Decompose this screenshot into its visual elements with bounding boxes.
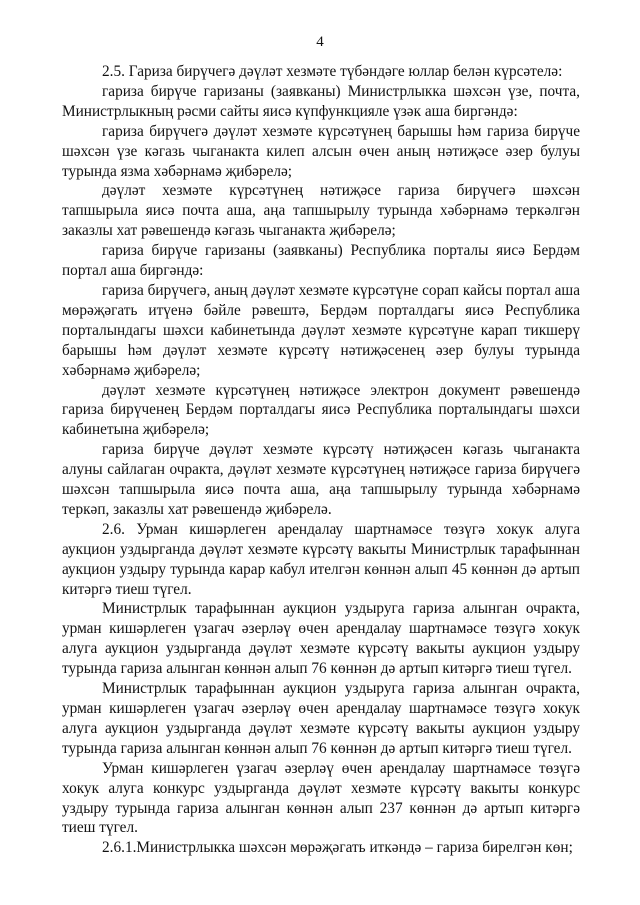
- paragraph-portal-submission: гариза бирүче гаризаны (заявканы) Республика порталы яисә Бердәм портал аша биргәндә:: [62, 242, 580, 280]
- paragraph-paper-result-option: гариза бирүче дәүләт хезмәте күрсәтү нәтиҗәсен кәгазь чыганакта алуны сайлаган очракта, дәүләт хезмәте күрсәтүнең нәтиҗәсе гариза бирүчегә шәхсән тапшырыла яисә почта аша, аңа тапшырылу турында хәбәрнамә теркәп, заказлы хат рәвешендә җибәрелә.: [62, 441, 580, 518]
- paragraph-auction-application-term-1: Министрлык тарафыннан аукцион уздыруга гариза алынган очракта, урман кишәрлеген үзагач әзерләү өчен арендалау шартнамәсе төзүгә хокук алуга аукцион уздырганда дәүләт хезмәте күрсәтү вакыты аукцион уздыру турында гариза алынган көннән алып 76 көннән дә артып китәргә тиеш түгел.: [62, 600, 580, 678]
- page-number: 4: [316, 34, 324, 50]
- paragraph-in-person-mail-submission: гариза бирүче гаризаны (заявканы) Министрлыкка шәхсән үзе, почта, Министрлыкның рәсми сайты яисә күпфункцияле үзәк аша биргәндә:: [62, 82, 580, 120]
- paragraph-portal-notification: гариза бирүчегә, аның дәүләт хезмәте күрсәтүне сорап кайсы портал аша мөрәҗәгать итүенә бәйле рәвештә, Бердәм порталдагы яисә Республика порталындагы шәхси кабинетында дәүләт хезмәте күрсәтүне карап тикшерү барышы һәм дәүләт хезмәте күрсәтү нәтиҗәсенең әзер булуы турында хәбәрнамә җибәрелә;: [62, 281, 580, 379]
- paragraph-written-notification: гариза бирүчегә дәүләт хезмәте күрсәтүнең барышы һәм гариза бирүче шәхсән үзе кәгазь чыганакта килеп алсын өчен аның нәтиҗәсе әзер булуы турында язма хәбәрнамә җибәрелә;: [62, 122, 580, 180]
- paragraph-2-6-1-in-person-date: 2.6.1.Министрлыкка шәхсән мөрәҗәгать иткәндә – гариза бирелгән көн;: [102, 839, 573, 857]
- paragraph-electronic-result: дәүләт хезмәте күрсәтүнең нәтиҗәсе электрон документ рәвешендә гариза бирүченең Бердәм порталдагы яисә Республика порталындагы шәхси кабинетына җибәрелә;: [62, 381, 580, 439]
- paragraph-auction-application-term-2: Министрлык тарафыннан аукцион уздыруга гариза алынган очракта, урман кишәрлеген үзагач әзерләү өчен арендалау шартнамәсе төзүгә хокук алуга аукцион уздырганда дәүләт хезмәте күрсәтү вакыты аукцион уздыру турында гариза алынган көннән алып 76 көннән дә артып китәргә тиеш түгел.: [62, 680, 580, 757]
- paragraph-2-6-auction-term: 2.6. Урман кишәрлеген арендалау шартнамәсе төзүгә хокук алуга аукцион уздырганда дәүләт хезмәте күрсәтү вакыты Министрлык тарафыннан аукцион уздыру турында карар кабул ителгән көннән алып 45 көннән дә артып китәргә тиеш түгел.: [62, 520, 580, 598]
- paragraph-contest-term: Урман кишәрлеген үзагач әзерләү өчен арендалау шартнамәсе төзүгә хокук алуга конкурс уздырганда дәүләт хезмәте күрсәтү вакыты конкурс уздыру турында гариза алынган көннән алып 237 көннән дә артып китәргә тиеш түгел.: [62, 759, 580, 837]
- paragraph-paper-result-delivery: дәүләт хезмәте күрсәтүнең нәтиҗәсе гариза бирүчегә шәхсән тапшырыла яисә почта аша, аңа тапшырылу турында хәбәрнамә теркәлгән заказлы хат рәвешендә кәгазь чыганакта җибәрелә;: [62, 182, 580, 240]
- paragraph-2-5-intro: 2.5. Гариза бирүчегә дәүләт хезмәте түбәндәге юллар белән күрсәтелә:: [102, 63, 563, 80]
- document-body: [62, 62, 580, 858]
